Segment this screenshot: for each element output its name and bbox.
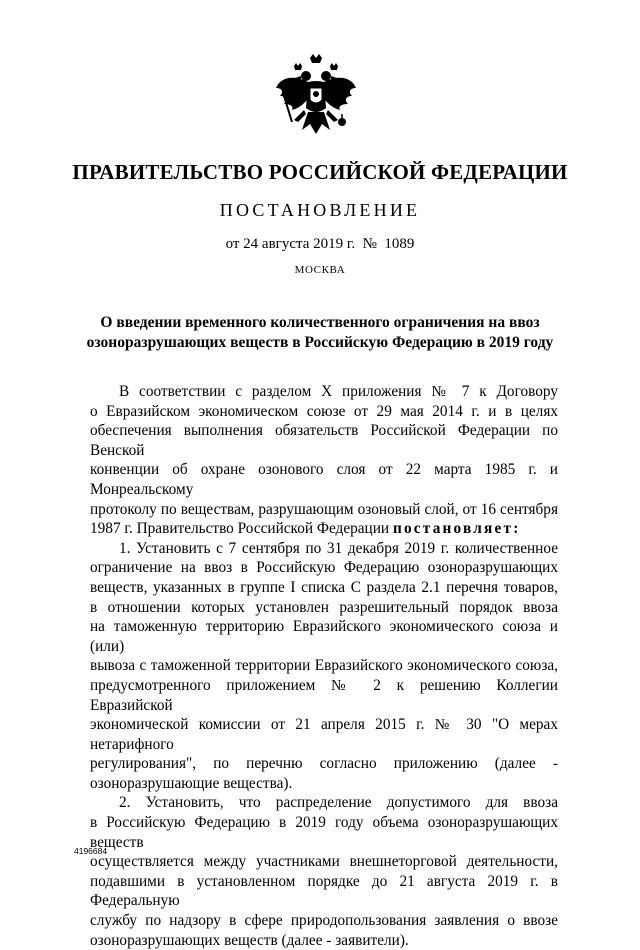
body-line: протоколу по веществам, разрушающим озоновый слой, от 16 сентября <box>90 500 558 518</box>
body-line: в Российскую Федерацию в 2019 году объема озоноразрушающих веществ <box>90 814 558 851</box>
body-line: озоноразрушающих веществ (далее - заявители). <box>90 931 409 949</box>
document-number: 1089 <box>384 236 415 252</box>
body-line: 2. Установить, что распределение допустимого для ввоза <box>119 794 558 812</box>
body-line-text: 1987 г. Правительство Российской Федерации <box>90 520 393 538</box>
document-body <box>90 382 558 950</box>
body-line: на таможенную территорию Евразийского экономического союза и (или) <box>90 618 558 655</box>
body-line: 1. Установить с 7 сентября по 31 декабря 2019 г. количественное <box>119 539 558 557</box>
document-id: 4196684 <box>74 846 108 856</box>
document-date: от 24 августа 2019 г. <box>225 236 356 252</box>
body-line: вывоза с таможенной территории Евразийского экономического союза, <box>90 657 558 675</box>
body-line <box>90 519 558 539</box>
document-type: ПОСТАНОВЛЕНИЕ <box>219 200 421 220</box>
body-line: обеспечения выполнения обязательств Российской Федерации по Венской <box>90 422 558 459</box>
body-line: конвенции об охране озонового слоя от 22 марта 1985 г. и Монреальскому <box>90 461 558 498</box>
state-emblem-icon <box>272 52 360 144</box>
government-title: ПРАВИТЕЛЬСТВО РОССИЙСКОЙ ФЕДЕРАЦИИ <box>72 160 568 184</box>
body-line: о Евразийском экономическом союзе от 29 мая 2014 г. и в целях <box>90 402 558 420</box>
date-number-line <box>0 236 640 253</box>
body-line: службу по надзору в сфере природопользования заявления о ввозе <box>90 912 558 930</box>
body-line: регулирования", по перечню согласно приложению (далее - <box>90 755 558 773</box>
resolution-heading <box>70 313 570 353</box>
body-line: озоноразрушающие вещества). <box>90 774 293 792</box>
heading-line: озоноразрушающих веществ в Российскую Федерацию в 2019 году <box>86 334 554 351</box>
body-line: экономической комиссии от 21 апреля 2015 г. № 30 "О мерах нетарифного <box>90 716 558 753</box>
body-line: в отношении которых установлен разрешительный порядок ввоза <box>90 598 558 616</box>
resolves-word: постановляет: <box>392 520 521 538</box>
body-line: подавшими в установленном порядке до 21 августа 2019 г. в Федеральную <box>90 872 558 910</box>
city-name: МОСКВА <box>294 264 346 276</box>
heading-line: О введении временного количественного ограничения на ввоз <box>100 314 540 331</box>
body-line: В соответствии с разделом X приложения № 7 к Договору <box>119 383 558 400</box>
body-line: предусмотренного приложением № 2 к решению Коллегии Евразийской <box>90 676 558 714</box>
body-line: веществ, указанных в группе I списка С раздела 2.1 перечня товаров, <box>90 578 558 596</box>
body-line: ограничение на ввоз в Российскую Федерацию озоноразрушающих <box>90 559 558 577</box>
number-sign: № <box>362 236 377 252</box>
body-line: осуществляется между участниками внешнеторговой деятельности, <box>90 853 558 871</box>
